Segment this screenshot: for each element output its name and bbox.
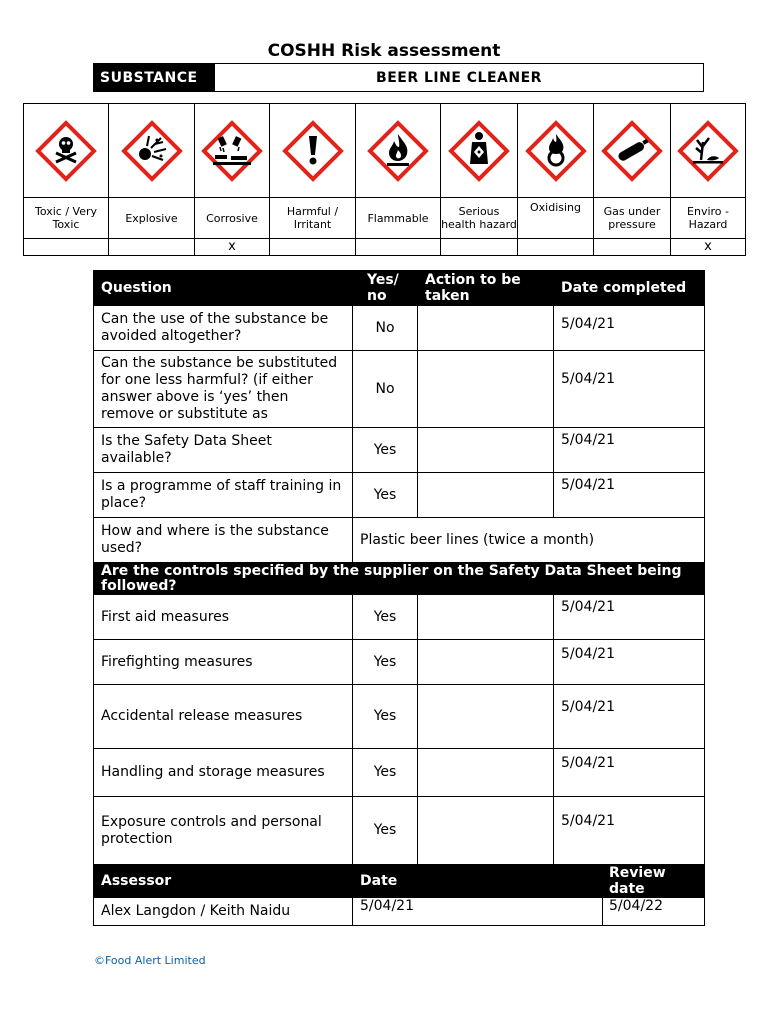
hazard-mark [24, 239, 109, 256]
question-text: Is a programme of staff training in place? [94, 473, 353, 518]
table-row [94, 351, 705, 428]
toxic-pictogram-cell [24, 104, 109, 198]
question-text: Accidental release measures [94, 685, 353, 749]
hazard-name: Serious health hazard [441, 198, 518, 239]
action-header: Action to be taken [418, 271, 554, 306]
hazard-name: Oxidising [518, 198, 594, 239]
usage-answer: Plastic beer lines (twice a month) [353, 518, 705, 563]
date-cell: 5/04/21 [554, 685, 705, 749]
question-text: How and where is the substance used? [94, 518, 353, 563]
table-row [94, 797, 705, 865]
hazard-mark [441, 239, 518, 256]
answer-cell: Yes [353, 473, 418, 518]
oxidising-pictogram-cell [518, 104, 594, 198]
gas-cylinder-icon [601, 120, 663, 182]
answer-cell: Yes [353, 685, 418, 749]
table-row [94, 595, 705, 640]
action-cell [418, 306, 554, 351]
corrosive-pictogram-cell [195, 104, 270, 198]
question-text: Firefighting measures [94, 640, 353, 685]
date-cell: 5/04/21 [554, 640, 705, 685]
table-row [94, 898, 705, 926]
answer-cell: No [353, 306, 418, 351]
hazard-name: Enviro - Hazard [671, 198, 746, 239]
action-cell [418, 685, 554, 749]
environment-pictogram-cell [671, 104, 746, 198]
action-cell [418, 351, 554, 428]
substance-label: SUBSTANCE [94, 64, 215, 91]
review-date: 5/04/22 [603, 898, 705, 926]
flammable-pictogram-cell [356, 104, 441, 198]
table-row [94, 685, 705, 749]
hazard-mark [594, 239, 671, 256]
date-cell: 5/04/21 [554, 595, 705, 640]
hazard-mark [109, 239, 195, 256]
explosive-pictogram-cell [109, 104, 195, 198]
table-row [94, 428, 705, 473]
hazard-name: Explosive [109, 198, 195, 239]
action-cell [418, 473, 554, 518]
copyright-link[interactable]: ©Food Alert Limited [94, 954, 206, 967]
substance-row [93, 63, 704, 92]
hazard-name: Corrosive [195, 198, 270, 239]
harmful-pictogram-cell [270, 104, 356, 198]
question-text: Can the use of the substance be avoided altogether? [94, 306, 353, 351]
gas-pictogram-cell [594, 104, 671, 198]
date-cell: 5/04/21 [554, 306, 705, 351]
table-row [94, 749, 705, 797]
answer-cell: Yes [353, 428, 418, 473]
yesno-header: Yes/ no [353, 271, 418, 306]
page-title: COSHH Risk assessment [267, 41, 501, 61]
hazard-table [23, 103, 746, 256]
question-text: First aid measures [94, 595, 353, 640]
answer-cell: No [353, 351, 418, 428]
answer-cell: Yes [353, 797, 418, 865]
answer-cell: Yes [353, 640, 418, 685]
question-header: Question [94, 271, 353, 306]
question-text: Can the substance be substituted for one less harmful? (if either answer above is ‘yes’ then remove or substitute as [101, 355, 338, 422]
action-cell [418, 797, 554, 865]
question-text: Handling and storage measures [94, 749, 353, 797]
date-cell: 5/04/21 [554, 473, 705, 518]
health-hazard-icon [448, 120, 510, 182]
question-text: Exposure controls and personal protection [94, 797, 353, 865]
substance-name: BEER LINE CLEANER [376, 69, 542, 86]
hazard-name: Harmful / Irritant [270, 198, 356, 239]
flame-over-circle-icon [525, 120, 587, 182]
action-cell [418, 428, 554, 473]
assessor-header: Assessor [94, 865, 353, 898]
section-heading: Are the controls specified by the supplier on the Safety Data Sheet being followed? [94, 563, 705, 595]
date-cell: 5/04/21 [554, 749, 705, 797]
flame-icon [367, 120, 429, 182]
hazard-name: Toxic / Very Toxic [24, 198, 109, 239]
date-cell: 5/04/21 [554, 428, 705, 473]
date-cell: 5/04/21 [554, 351, 705, 428]
table-row [94, 306, 705, 351]
answer-cell: Yes [353, 749, 418, 797]
hazard-mark: x [195, 239, 270, 256]
question-cell [94, 351, 353, 428]
exclamation-mark-icon [282, 120, 344, 182]
date-cell: 5/04/21 [554, 797, 705, 865]
hazard-mark [356, 239, 441, 256]
health-hazard-pictogram-cell [441, 104, 518, 198]
table-row [94, 640, 705, 685]
review-date-header: Review date [603, 865, 705, 898]
hazard-mark [518, 239, 594, 256]
date-header: Date completed [554, 271, 705, 306]
table-row [94, 518, 705, 563]
assessment-date: 5/04/21 [353, 898, 603, 926]
hazard-mark: x [671, 239, 746, 256]
action-cell [418, 595, 554, 640]
skull-crossbones-icon [35, 120, 97, 182]
hazard-mark [270, 239, 356, 256]
environment-icon [677, 120, 739, 182]
hazard-name: Gas under pressure [594, 198, 671, 239]
question-text: Is the Safety Data Sheet available? [94, 428, 353, 473]
assessor-name: Alex Langdon / Keith Naidu [94, 898, 353, 926]
exploding-bomb-icon [121, 120, 183, 182]
action-cell [418, 749, 554, 797]
corrosion-icon [201, 120, 263, 182]
hazard-name: Flammable [356, 198, 441, 239]
date-header: Date [353, 865, 603, 898]
assessment-table [93, 270, 705, 926]
table-row [94, 473, 705, 518]
answer-cell: Yes [353, 595, 418, 640]
action-cell [418, 640, 554, 685]
